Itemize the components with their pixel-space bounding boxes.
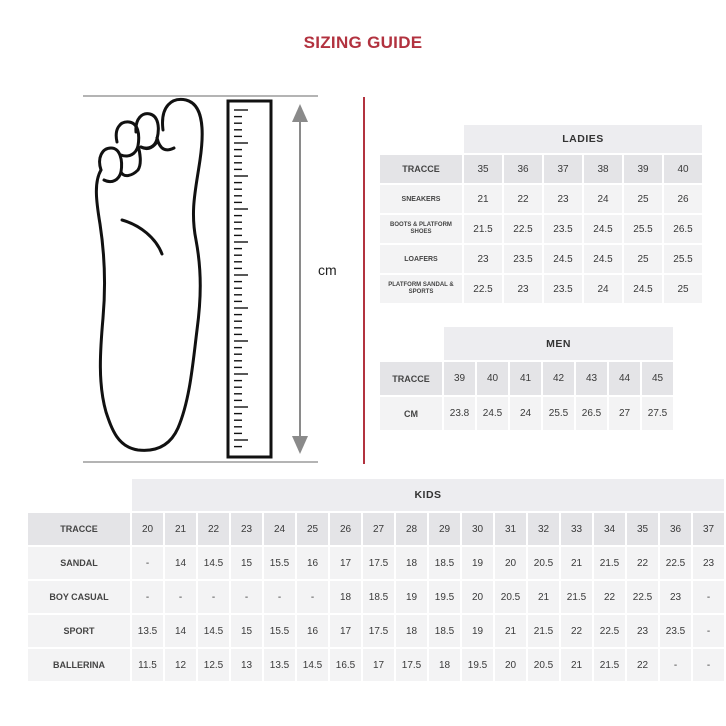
table-cell: -	[231, 581, 262, 613]
table-row	[28, 547, 724, 579]
table-cell: -	[693, 649, 724, 681]
table-cell: 26	[664, 185, 702, 213]
table-cell: 23	[464, 245, 502, 273]
row-label: PLATFORM SANDAL & SPORTS	[380, 275, 462, 303]
table-cell: 25.5	[664, 245, 702, 273]
double-arrow-icon	[292, 104, 308, 454]
table-cell: 23.5	[660, 615, 691, 647]
table-cell: 13.5	[132, 615, 163, 647]
size-header: 33	[561, 513, 592, 545]
table-cell: 21.5	[464, 215, 502, 243]
size-header: 39	[444, 362, 475, 395]
table-cell: 18.5	[363, 581, 394, 613]
size-header: 27	[363, 513, 394, 545]
table-cell: 14.5	[297, 649, 328, 681]
table-cell: 20.5	[528, 649, 559, 681]
size-header: 31	[495, 513, 526, 545]
size-header: 22	[198, 513, 229, 545]
table-cell: 16	[297, 615, 328, 647]
table-cell: 19.5	[462, 649, 493, 681]
table-cell: -	[198, 581, 229, 613]
size-header: 28	[396, 513, 427, 545]
table-cell: 25	[664, 275, 702, 303]
table-row	[28, 615, 724, 647]
table-title-row	[28, 479, 724, 511]
men-title: MEN	[444, 327, 673, 360]
table-cell: -	[165, 581, 196, 613]
table-cell: 17	[363, 649, 394, 681]
size-header: 26	[330, 513, 361, 545]
table-cell: 20	[495, 547, 526, 579]
table-cell: -	[132, 547, 163, 579]
table-cell: 25	[624, 185, 662, 213]
size-header: 25	[297, 513, 328, 545]
table-row	[28, 649, 724, 681]
table-cell: 12	[165, 649, 196, 681]
size-header: 24	[264, 513, 295, 545]
table-cell: 22.5	[504, 215, 542, 243]
table-cell: 23.5	[504, 245, 542, 273]
table-cell: 22	[504, 185, 542, 213]
size-header: 36	[660, 513, 691, 545]
men-size-table	[378, 325, 675, 432]
table-cell: 18	[396, 547, 427, 579]
size-header: 40	[477, 362, 508, 395]
ladies-title: LADIES	[464, 125, 702, 153]
row-label: BOOTS & PLATFORM SHOES	[380, 215, 462, 243]
table-cell: 22.5	[660, 547, 691, 579]
size-header: 45	[642, 362, 673, 395]
size-header: 20	[132, 513, 163, 545]
table-cell: 24	[584, 185, 622, 213]
table-cell: 24.5	[624, 275, 662, 303]
table-cell: 14.5	[198, 615, 229, 647]
table-cell: 11.5	[132, 649, 163, 681]
table-cell: 24.5	[477, 397, 508, 430]
size-header: 37	[693, 513, 724, 545]
table-cell: 21.5	[528, 615, 559, 647]
table-cell: -	[264, 581, 295, 613]
table-cell: 22.5	[464, 275, 502, 303]
table-cell: 19	[462, 615, 493, 647]
row-label: LOAFERS	[380, 245, 462, 273]
table-cell: 18	[396, 615, 427, 647]
table-header-row	[28, 513, 724, 545]
table-cell: 15	[231, 547, 262, 579]
header-label: TRACCE	[28, 513, 130, 545]
row-label: BALLERINA	[28, 649, 130, 681]
size-header: 40	[664, 155, 702, 183]
table-cell: 23	[627, 615, 658, 647]
table-cell: 24.5	[584, 215, 622, 243]
size-header: 42	[543, 362, 574, 395]
table-cell: -	[693, 581, 724, 613]
table-cell: 21	[528, 581, 559, 613]
kids-title: KIDS	[132, 479, 724, 511]
table-cell: 15.5	[264, 547, 295, 579]
ladies-size-table	[378, 123, 704, 305]
table-title-row	[380, 125, 702, 153]
table-cell: 23.5	[544, 215, 582, 243]
table-cell: 18	[330, 581, 361, 613]
size-header: 41	[510, 362, 541, 395]
table-cell: 18.5	[429, 615, 460, 647]
table-cell: 24	[584, 275, 622, 303]
table-row	[380, 397, 673, 430]
table-cell: 23.8	[444, 397, 475, 430]
table-cell: 13.5	[264, 649, 295, 681]
table-cell: 15	[231, 615, 262, 647]
size-header: 43	[576, 362, 607, 395]
size-header: 35	[464, 155, 502, 183]
unit-label: cm	[318, 262, 337, 278]
row-label: CM	[380, 397, 442, 430]
table-cell: 26.5	[664, 215, 702, 243]
table-cell: -	[132, 581, 163, 613]
row-label: SPORT	[28, 615, 130, 647]
table-cell: 23	[504, 275, 542, 303]
table-cell: 20	[462, 581, 493, 613]
kids-size-table	[26, 477, 726, 683]
size-header: 39	[624, 155, 662, 183]
table-cell: 20.5	[528, 547, 559, 579]
table-cell: 21	[495, 615, 526, 647]
table-cell: 18	[429, 649, 460, 681]
page-title: SIZING GUIDE	[303, 33, 423, 52]
table-cell: 17.5	[363, 615, 394, 647]
table-cell: 14	[165, 615, 196, 647]
table-cell: 20	[495, 649, 526, 681]
table-cell: 17	[330, 547, 361, 579]
table-cell: 22.5	[594, 615, 625, 647]
table-cell: 16	[297, 547, 328, 579]
table-cell: 21	[464, 185, 502, 213]
header-label: TRACCE	[380, 155, 462, 183]
table-cell: 19	[396, 581, 427, 613]
table-cell: 23	[693, 547, 724, 579]
table-cell: 17.5	[363, 547, 394, 579]
table-cell: 14	[165, 547, 196, 579]
size-header: 34	[594, 513, 625, 545]
table-cell: 27.5	[642, 397, 673, 430]
table-cell: 21	[561, 547, 592, 579]
row-label: SNEAKERS	[380, 185, 462, 213]
size-header: 23	[231, 513, 262, 545]
table-cell: 23	[544, 185, 582, 213]
table-row	[380, 275, 702, 303]
size-header: 32	[528, 513, 559, 545]
table-cell: 26.5	[576, 397, 607, 430]
foot-outline-icon	[96, 99, 202, 450]
table-cell: 24.5	[584, 245, 622, 273]
table-cell: 22	[561, 615, 592, 647]
size-header: 37	[544, 155, 582, 183]
table-cell: 22	[594, 581, 625, 613]
table-cell: 19.5	[429, 581, 460, 613]
size-header: 30	[462, 513, 493, 545]
table-cell: -	[693, 615, 724, 647]
table-cell: 14.5	[198, 547, 229, 579]
table-cell: 16.5	[330, 649, 361, 681]
table-cell: 15.5	[264, 615, 295, 647]
table-cell: 17	[330, 615, 361, 647]
size-header: 38	[584, 155, 622, 183]
row-label: SANDAL	[28, 547, 130, 579]
table-cell: -	[660, 649, 691, 681]
table-cell: 27	[609, 397, 640, 430]
table-row	[380, 245, 702, 273]
table-cell: 25.5	[624, 215, 662, 243]
table-cell: 22	[627, 649, 658, 681]
table-cell: 21.5	[561, 581, 592, 613]
table-cell: 21.5	[594, 547, 625, 579]
table-cell: 20.5	[495, 581, 526, 613]
section-divider	[363, 97, 365, 464]
table-row	[380, 215, 702, 243]
table-cell: 12.5	[198, 649, 229, 681]
table-cell: 23.5	[544, 275, 582, 303]
size-header: 36	[504, 155, 542, 183]
table-header-row	[380, 155, 702, 183]
table-cell: 21.5	[594, 649, 625, 681]
table-row	[28, 581, 724, 613]
table-cell: 25.5	[543, 397, 574, 430]
table-cell: 22	[627, 547, 658, 579]
header-label: TRACCE	[380, 362, 442, 395]
size-header: 21	[165, 513, 196, 545]
table-cell: 18.5	[429, 547, 460, 579]
table-cell: 23	[660, 581, 691, 613]
table-row	[380, 185, 702, 213]
table-cell: 19	[462, 547, 493, 579]
row-label: BOY CASUAL	[28, 581, 130, 613]
table-cell: 21	[561, 649, 592, 681]
size-header: 44	[609, 362, 640, 395]
size-header: 35	[627, 513, 658, 545]
table-cell: -	[297, 581, 328, 613]
table-cell: 24	[510, 397, 541, 430]
table-cell: 25	[624, 245, 662, 273]
table-cell: 24.5	[544, 245, 582, 273]
table-title-row	[380, 327, 673, 360]
table-cell: 17.5	[396, 649, 427, 681]
ruler-icon	[228, 101, 271, 457]
size-header: 29	[429, 513, 460, 545]
table-header-row	[380, 362, 673, 395]
table-cell: 13	[231, 649, 262, 681]
table-cell: 22.5	[627, 581, 658, 613]
